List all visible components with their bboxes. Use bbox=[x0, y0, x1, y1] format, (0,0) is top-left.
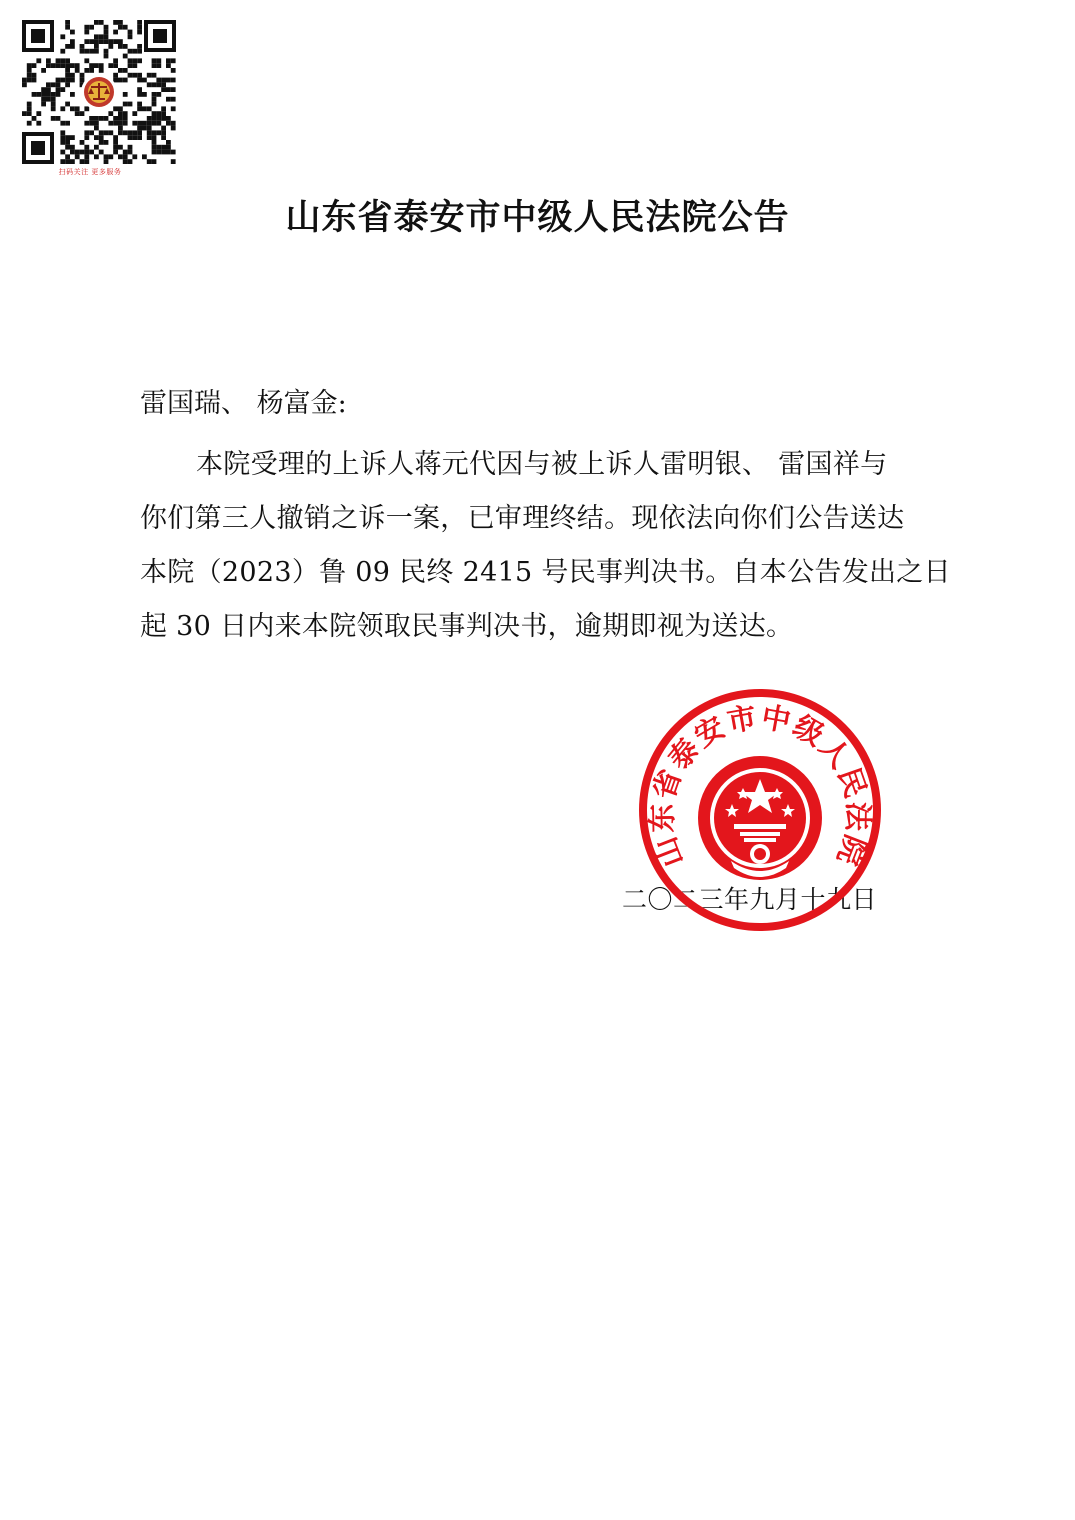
qr-code bbox=[20, 18, 178, 166]
national-emblem-icon bbox=[698, 756, 822, 880]
notice-title: 山东省泰安市中级人民法院公告 bbox=[285, 197, 790, 238]
notice-date: 二〇二三年九月十九日 bbox=[622, 885, 878, 914]
qr-caption: 扫码关注 更多服务 bbox=[58, 168, 122, 176]
body-line: 你们第三人撤销之诉一案，已审理终结。现依法向你们公告送达 bbox=[140, 503, 905, 534]
body-line: 起 30 日内来本院领取民事判决书，逾期即视为送达。 bbox=[140, 611, 794, 642]
court-emblem-icon bbox=[81, 74, 117, 110]
court-seal bbox=[636, 686, 884, 934]
recipients-line: 雷国瑞、 杨富金: bbox=[140, 388, 347, 419]
body-line: 本院受理的上诉人蒋元代因与被上诉人雷明银、 雷国祥与 bbox=[196, 449, 888, 480]
body-line: 本院（2023）鲁 09 民终 2415 号民事判决书。自本公告发出之日 bbox=[140, 557, 951, 588]
seal-text: 山东省泰安市中级人民法院 bbox=[644, 699, 876, 872]
